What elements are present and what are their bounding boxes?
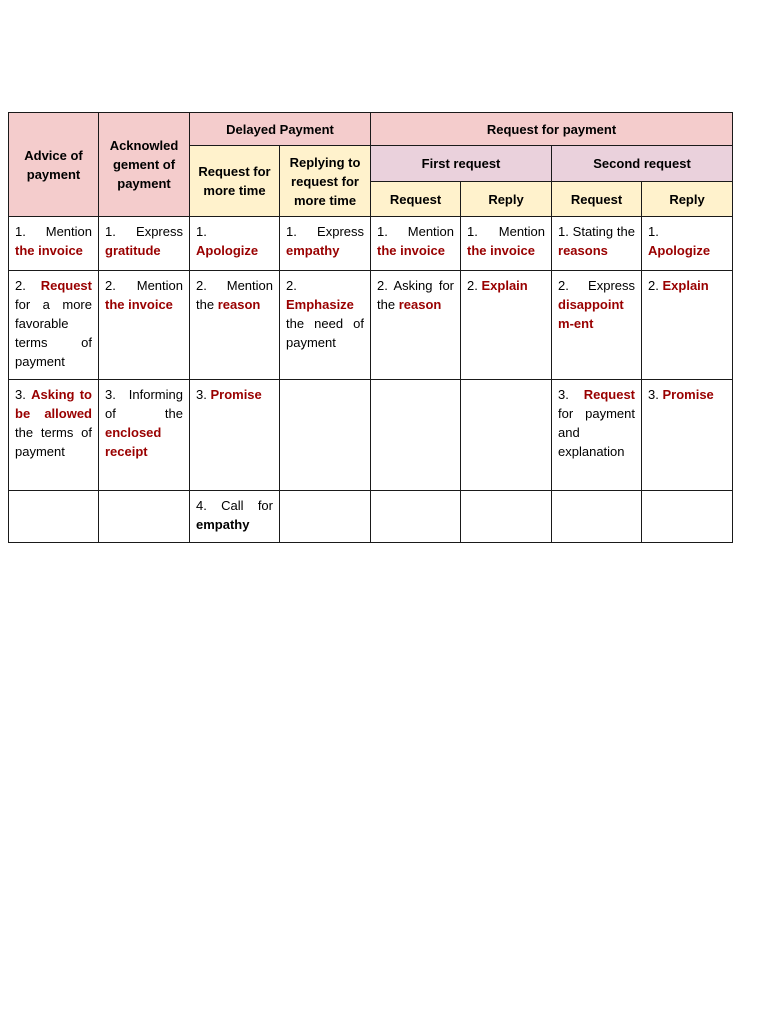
cell-highlight: Apologize <box>648 243 711 258</box>
cell-text: 1. <box>196 224 207 239</box>
cell-text: 2. <box>286 278 297 293</box>
table-row <box>9 271 733 380</box>
cell-highlight: reason <box>398 297 442 312</box>
cell-r3-ack <box>99 380 190 491</box>
header-advice-label: Advice of payment <box>24 147 83 182</box>
cell-r1-first-request <box>371 217 461 271</box>
cell-highlight: Emphasize <box>286 297 354 312</box>
cell-highlight: enclosed receipt <box>105 425 162 459</box>
cell-text: 1. <box>648 224 659 239</box>
cell-highlight: disappoint m-ent <box>558 297 624 331</box>
cell-r4-request-time <box>190 491 280 543</box>
cell-text: 3. <box>648 387 659 402</box>
cell-text: 2. Asking for the <box>377 278 455 312</box>
cell-text: 2. Express <box>558 278 636 293</box>
header-first-request: First request <box>371 146 552 182</box>
cell-r3-advice <box>9 380 99 491</box>
cell-text: 1. Express <box>105 224 183 239</box>
cell-highlight: the invoice <box>467 243 535 258</box>
cell-text: 1. Mention <box>377 224 455 239</box>
header-second-request-reply: Reply <box>642 182 733 217</box>
cell-text-tail: the terms of payment <box>15 425 92 459</box>
cell-text: 3. <box>558 387 569 402</box>
cell-highlight: Explain <box>481 278 528 293</box>
letter-structure-table <box>8 112 733 543</box>
cell-r1-first-reply <box>461 217 552 271</box>
cell-r4-first-reply <box>461 491 552 543</box>
cell-highlight: the invoice <box>15 243 83 258</box>
header-delayed-payment: Delayed Payment <box>190 113 371 146</box>
header-ack-line-3: payment <box>117 176 171 191</box>
cell-r3-second-reply <box>642 380 733 491</box>
header-second-request: Second request <box>552 146 733 182</box>
cell-r1-reply-time <box>280 217 371 271</box>
header-acknowledgement-of-payment <box>99 113 190 217</box>
cell-r4-advice <box>9 491 99 543</box>
table-row <box>9 380 733 491</box>
cell-r3-second-request <box>552 380 642 491</box>
cell-text-tail: for payment and explanation <box>558 406 636 459</box>
cell-r1-second-reply <box>642 217 733 271</box>
cell-r2-first-request <box>371 271 461 380</box>
cell-r4-second-reply <box>642 491 733 543</box>
header-replying-more-time-label: Replying to request for more time <box>289 154 361 208</box>
cell-r1-second-request <box>552 217 642 271</box>
cell-r1-request-time <box>190 217 280 271</box>
cell-r2-second-reply <box>642 271 733 380</box>
cell-text: 3. <box>15 387 26 402</box>
cell-highlight: gratitude <box>105 243 161 258</box>
cell-text: 2. <box>467 278 478 293</box>
header-second-request-request: Request <box>552 182 642 217</box>
cell-text: 3. Informing of the <box>105 387 183 421</box>
cell-r4-first-request <box>371 491 461 543</box>
cell-text: 1. Express <box>286 224 365 239</box>
header-ack-line-2: gement of <box>112 157 176 172</box>
cell-r4-reply-time <box>280 491 371 543</box>
cell-highlight: reasons <box>558 243 608 258</box>
cell-highlight: Promise <box>210 387 262 402</box>
header-request-for-more-time <box>190 146 280 217</box>
table-row <box>9 491 733 543</box>
cell-highlight: the invoice <box>105 297 173 312</box>
cell-text: 2. <box>648 278 659 293</box>
cell-r2-advice <box>9 271 99 380</box>
cell-highlight: Promise <box>662 387 714 402</box>
cell-text: 1. Mention <box>15 224 92 239</box>
cell-text: 3. <box>196 387 207 402</box>
cell-highlight: empathy <box>286 243 340 258</box>
cell-r2-ack <box>99 271 190 380</box>
cell-text: 2. Mention the <box>196 278 273 312</box>
header-request-more-time-label: Request for more time <box>198 164 271 198</box>
cell-text: 1. Mention <box>467 224 546 239</box>
cell-text: 4. Call for <box>196 498 273 513</box>
cell-highlight: empathy <box>196 517 250 532</box>
cell-r1-ack <box>99 217 190 271</box>
cell-text-tail: for a more favorable terms of payment <box>15 297 92 369</box>
header-first-request-reply: Reply <box>461 182 552 217</box>
header-advice-of-payment <box>9 113 99 217</box>
header-request-for-payment: Request for payment <box>371 113 733 146</box>
cell-text: 2. Mention <box>105 278 183 293</box>
cell-highlight: Apologize <box>196 243 259 258</box>
cell-highlight: the invoice <box>377 243 445 258</box>
cell-r2-request-time <box>190 271 280 380</box>
cell-highlight: Asking to be allowed <box>15 387 92 421</box>
cell-r2-reply-time <box>280 271 371 380</box>
cell-highlight: Explain <box>662 278 709 293</box>
cell-text-tail: the need of payment <box>286 316 365 350</box>
header-acknowledgement-label <box>99 136 189 193</box>
cell-highlight: reason <box>217 297 261 312</box>
cell-r4-ack <box>99 491 190 543</box>
cell-r3-first-request <box>371 380 461 491</box>
cell-text: 2. <box>15 278 26 293</box>
cell-r2-second-request <box>552 271 642 380</box>
table-row <box>9 217 733 271</box>
cell-highlight: Request <box>583 387 636 402</box>
cell-r4-second-request <box>552 491 642 543</box>
cell-r3-reply-time <box>280 380 371 491</box>
cell-r1-advice <box>9 217 99 271</box>
header-first-request-request: Request <box>371 182 461 217</box>
header-replying-to-request <box>280 146 371 217</box>
cell-highlight: Request <box>40 278 92 293</box>
cell-r3-first-reply <box>461 380 552 491</box>
cell-text: 1. Stating the <box>558 224 636 239</box>
cell-r2-first-reply <box>461 271 552 380</box>
header-ack-line-1: Acknowled <box>109 138 179 153</box>
cell-r3-request-time <box>190 380 280 491</box>
